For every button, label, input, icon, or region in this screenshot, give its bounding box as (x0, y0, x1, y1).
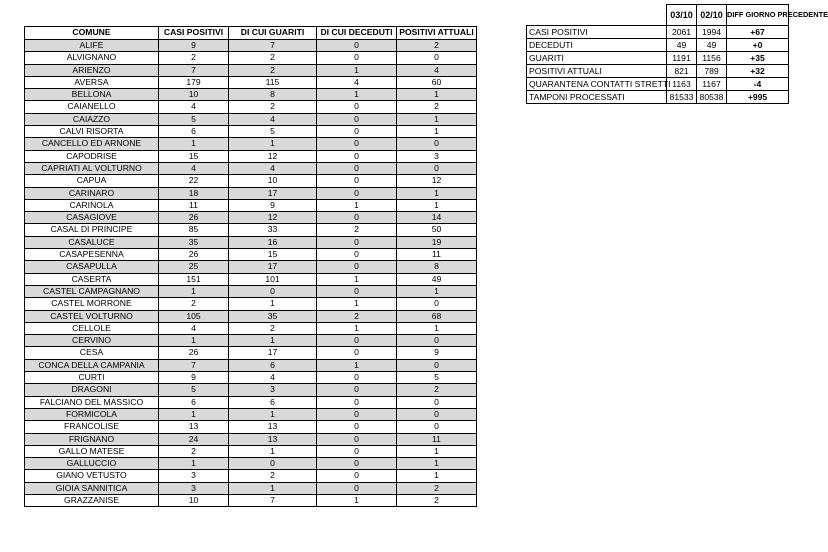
summary-row (527, 26, 789, 39)
summary-cell-label: TAMPONI PROCESSATI (527, 91, 667, 104)
cell-comune: FORMICOLA (25, 408, 159, 420)
cell-positivi-attuali: 0 (397, 52, 477, 64)
cell-casi-positivi: 1 (159, 138, 229, 150)
cell-deceduti: 0 (317, 101, 397, 113)
cell-guariti: 6 (229, 359, 317, 371)
cell-positivi-attuali: 11 (397, 433, 477, 445)
cell-casi-positivi: 6 (159, 396, 229, 408)
table-row (25, 310, 477, 322)
cell-deceduti: 0 (317, 138, 397, 150)
cell-positivi-attuali: 0 (397, 421, 477, 433)
header-casi-positivi: CASI POSITIVI (159, 27, 229, 40)
summary-cell-value-date-1: 1163 (667, 78, 697, 91)
cell-positivi-attuali: 19 (397, 236, 477, 248)
cell-guariti: 4 (229, 162, 317, 174)
cell-casi-positivi: 15 (159, 150, 229, 162)
cell-comune: CASALUCE (25, 236, 159, 248)
cell-deceduti: 0 (317, 126, 397, 138)
cell-deceduti: 0 (317, 162, 397, 174)
cell-comune: ALIFE (25, 40, 159, 52)
cell-comune: BELLONA (25, 89, 159, 101)
table-row (25, 101, 477, 113)
cell-deceduti: 1 (317, 199, 397, 211)
cell-comune: GALLO MATESE (25, 445, 159, 457)
table-row (25, 52, 477, 64)
cell-casi-positivi: 4 (159, 101, 229, 113)
cell-deceduti: 4 (317, 76, 397, 88)
table-row (25, 212, 477, 224)
cell-guariti: 16 (229, 236, 317, 248)
cell-comune: FRANCOLISE (25, 421, 159, 433)
cell-guariti: 8 (229, 89, 317, 101)
cell-deceduti: 0 (317, 249, 397, 261)
cell-guariti: 5 (229, 126, 317, 138)
cell-deceduti: 0 (317, 175, 397, 187)
summary-header-blank (527, 5, 667, 26)
summary-header-date-1: 03/10 (667, 5, 697, 26)
table-row (25, 162, 477, 174)
cell-positivi-attuali: 0 (397, 359, 477, 371)
cell-comune: CELLOLE (25, 322, 159, 334)
summary-cell-value-date-2: 1994 (697, 26, 727, 39)
summary-row (527, 39, 789, 52)
cell-positivi-attuali: 1 (397, 126, 477, 138)
cell-deceduti: 0 (317, 335, 397, 347)
cell-guariti: 17 (229, 187, 317, 199)
cell-guariti: 12 (229, 212, 317, 224)
summary-header-diff: DIFF GIORNO PRECEDENTE (727, 5, 789, 26)
cell-comune: CASERTA (25, 273, 159, 285)
cell-guariti: 12 (229, 150, 317, 162)
cell-casi-positivi: 2 (159, 445, 229, 457)
cell-positivi-attuali: 2 (397, 384, 477, 396)
cell-positivi-attuali: 60 (397, 76, 477, 88)
cell-positivi-attuali: 50 (397, 224, 477, 236)
cell-positivi-attuali: 2 (397, 101, 477, 113)
cell-positivi-attuali: 1 (397, 199, 477, 211)
summary-cell-value-date-2: 80538 (697, 91, 727, 104)
cell-casi-positivi: 26 (159, 212, 229, 224)
cell-deceduti: 0 (317, 458, 397, 470)
cell-casi-positivi: 1 (159, 408, 229, 420)
cell-comune: CAIAZZO (25, 113, 159, 125)
table-row (25, 347, 477, 359)
cell-positivi-attuali: 1 (397, 89, 477, 101)
cell-positivi-attuali: 8 (397, 261, 477, 273)
table-row (25, 396, 477, 408)
cell-casi-positivi: 5 (159, 113, 229, 125)
summary-cell-value-date-2: 1156 (697, 52, 727, 65)
cell-positivi-attuali: 68 (397, 310, 477, 322)
cell-guariti: 115 (229, 76, 317, 88)
cell-deceduti: 0 (317, 433, 397, 445)
cell-casi-positivi: 9 (159, 372, 229, 384)
cell-guariti: 0 (229, 285, 317, 297)
cell-casi-positivi: 6 (159, 126, 229, 138)
cell-comune: CARINOLA (25, 199, 159, 211)
cell-guariti: 2 (229, 470, 317, 482)
cell-deceduti: 0 (317, 384, 397, 396)
cell-guariti: 2 (229, 64, 317, 76)
cell-positivi-attuali: 3 (397, 150, 477, 162)
table-row (25, 150, 477, 162)
cell-casi-positivi: 18 (159, 187, 229, 199)
cell-comune: CASAL DI PRINCIPE (25, 224, 159, 236)
cell-guariti: 4 (229, 113, 317, 125)
table-row (25, 113, 477, 125)
cell-positivi-attuali: 0 (397, 162, 477, 174)
header-deceduti: DI CUI DECEDUTI (317, 27, 397, 40)
cell-guariti: 3 (229, 384, 317, 396)
table-row (25, 359, 477, 371)
cell-deceduti: 0 (317, 40, 397, 52)
cell-deceduti: 0 (317, 421, 397, 433)
cell-guariti: 2 (229, 101, 317, 113)
summary-cell-diff: +32 (727, 65, 789, 78)
cell-deceduti: 0 (317, 187, 397, 199)
summary-cell-value-date-1: 821 (667, 65, 697, 78)
cell-casi-positivi: 10 (159, 89, 229, 101)
cell-comune: DRAGONI (25, 384, 159, 396)
summary-row (527, 52, 789, 65)
cell-deceduti: 1 (317, 64, 397, 76)
cell-casi-positivi: 85 (159, 224, 229, 236)
cell-casi-positivi: 3 (159, 470, 229, 482)
table-row (25, 126, 477, 138)
header-comune: COMUNE (25, 27, 159, 40)
cell-comune: CALVI RISORTA (25, 126, 159, 138)
cell-deceduti: 0 (317, 236, 397, 248)
cell-casi-positivi: 26 (159, 347, 229, 359)
cell-guariti: 33 (229, 224, 317, 236)
cell-casi-positivi: 9 (159, 40, 229, 52)
summary-cell-value-date-1: 2061 (667, 26, 697, 39)
summary-cell-value-date-2: 1167 (697, 78, 727, 91)
summary-cell-label: CASI POSITIVI (527, 26, 667, 39)
summary-cell-diff: +35 (727, 52, 789, 65)
cell-deceduti: 0 (317, 347, 397, 359)
summary-table (526, 4, 828, 104)
table-row (25, 89, 477, 101)
cell-guariti: 13 (229, 421, 317, 433)
cell-deceduti: 0 (317, 285, 397, 297)
cell-comune: CAPUA (25, 175, 159, 187)
cell-casi-positivi: 35 (159, 236, 229, 248)
table-row (25, 494, 477, 506)
cell-deceduti: 1 (317, 322, 397, 334)
cell-comune: GALLUCCIO (25, 458, 159, 470)
table-row (25, 433, 477, 445)
cell-guariti: 35 (229, 310, 317, 322)
cell-guariti: 17 (229, 347, 317, 359)
cell-positivi-attuali: 1 (397, 470, 477, 482)
cell-casi-positivi: 25 (159, 261, 229, 273)
cell-guariti: 2 (229, 52, 317, 64)
cell-deceduti: 1 (317, 494, 397, 506)
cell-guariti: 101 (229, 273, 317, 285)
cell-casi-positivi: 3 (159, 482, 229, 494)
cell-casi-positivi: 5 (159, 384, 229, 396)
cell-deceduti: 0 (317, 470, 397, 482)
comuni-table (24, 26, 477, 507)
summary-cell-diff: -4 (727, 78, 789, 91)
cell-comune: CARINARO (25, 187, 159, 199)
cell-positivi-attuali: 49 (397, 273, 477, 285)
summary-cell-diff: +0 (727, 39, 789, 52)
cell-comune: CURTI (25, 372, 159, 384)
summary-cell-label: POSITIVI ATTUALI (527, 65, 667, 78)
table-row (25, 298, 477, 310)
table-row (25, 224, 477, 236)
cell-comune: CASAPULLA (25, 261, 159, 273)
cell-positivi-attuali: 1 (397, 187, 477, 199)
cell-guariti: 15 (229, 249, 317, 261)
cell-positivi-attuali: 2 (397, 40, 477, 52)
table-row (25, 199, 477, 211)
cell-casi-positivi: 7 (159, 64, 229, 76)
cell-deceduti: 0 (317, 261, 397, 273)
cell-positivi-attuali: 4 (397, 64, 477, 76)
summary-header-row (527, 5, 789, 26)
cell-positivi-attuali: 12 (397, 175, 477, 187)
summary-cell-value-date-1: 49 (667, 39, 697, 52)
table-row (25, 236, 477, 248)
cell-casi-positivi: 1 (159, 458, 229, 470)
cell-comune: CAIANELLO (25, 101, 159, 113)
cell-casi-positivi: 11 (159, 199, 229, 211)
cell-comune: CASAGIOVE (25, 212, 159, 224)
cell-guariti: 1 (229, 138, 317, 150)
cell-comune: CESA (25, 347, 159, 359)
cell-positivi-attuali: 9 (397, 347, 477, 359)
summary-row (527, 91, 789, 104)
table-row (25, 76, 477, 88)
cell-deceduti: 2 (317, 224, 397, 236)
summary-cell-label: GUARITI (527, 52, 667, 65)
table-row (25, 175, 477, 187)
cell-comune: AVERSA (25, 76, 159, 88)
cell-comune: CONCA DELLA CAMPANIA (25, 359, 159, 371)
cell-deceduti: 0 (317, 372, 397, 384)
table-row (25, 249, 477, 261)
table-row (25, 40, 477, 52)
cell-positivi-attuali: 0 (397, 408, 477, 420)
summary-row (527, 78, 789, 91)
cell-casi-positivi: 24 (159, 433, 229, 445)
summary-cell-diff: +67 (727, 26, 789, 39)
cell-guariti: 6 (229, 396, 317, 408)
cell-positivi-attuali: 0 (397, 396, 477, 408)
cell-guariti: 17 (229, 261, 317, 273)
cell-positivi-attuali: 0 (397, 138, 477, 150)
cell-comune: CERVINO (25, 335, 159, 347)
cell-comune: CASTEL VOLTURNO (25, 310, 159, 322)
cell-guariti: 10 (229, 175, 317, 187)
cell-casi-positivi: 10 (159, 494, 229, 506)
cell-casi-positivi: 22 (159, 175, 229, 187)
table-row (25, 470, 477, 482)
cell-comune: GIANO VETUSTO (25, 470, 159, 482)
table-row (25, 64, 477, 76)
cell-deceduti: 1 (317, 298, 397, 310)
cell-deceduti: 0 (317, 396, 397, 408)
cell-comune: CASTEL MORRONE (25, 298, 159, 310)
cell-comune: FALCIANO DEL MASSICO (25, 396, 159, 408)
cell-deceduti: 0 (317, 212, 397, 224)
cell-positivi-attuali: 2 (397, 494, 477, 506)
cell-guariti: 7 (229, 40, 317, 52)
cell-casi-positivi: 4 (159, 322, 229, 334)
cell-deceduti: 1 (317, 359, 397, 371)
cell-comune: FRIGNANO (25, 433, 159, 445)
cell-casi-positivi: 26 (159, 249, 229, 261)
table-row (25, 408, 477, 420)
cell-deceduti: 2 (317, 310, 397, 322)
cell-comune: CAPODRISE (25, 150, 159, 162)
header-positivi-attuali: POSITIVI ATTUALI (397, 27, 477, 40)
cell-guariti: 1 (229, 408, 317, 420)
cell-guariti: 1 (229, 298, 317, 310)
cell-comune: GIOIA SANNITICA (25, 482, 159, 494)
table-row (25, 273, 477, 285)
table-row (25, 372, 477, 384)
cell-deceduti: 0 (317, 445, 397, 457)
header-guariti: DI CUI GUARITI (229, 27, 317, 40)
table-row (25, 322, 477, 334)
table-row (25, 445, 477, 457)
cell-casi-positivi: 4 (159, 162, 229, 174)
summary-cell-label: DECEDUTI (527, 39, 667, 52)
table-row (25, 482, 477, 494)
cell-positivi-attuali: 14 (397, 212, 477, 224)
cell-deceduti: 0 (317, 482, 397, 494)
cell-casi-positivi: 13 (159, 421, 229, 433)
cell-positivi-attuali: 1 (397, 458, 477, 470)
summary-cell-value-date-1: 1191 (667, 52, 697, 65)
table-header-row (25, 27, 477, 40)
cell-guariti: 7 (229, 494, 317, 506)
cell-guariti: 0 (229, 458, 317, 470)
cell-positivi-attuali: 0 (397, 298, 477, 310)
cell-casi-positivi: 2 (159, 52, 229, 64)
cell-comune: CASTEL CAMPAGNANO (25, 285, 159, 297)
cell-positivi-attuali: 0 (397, 335, 477, 347)
cell-comune: GRAZZANISE (25, 494, 159, 506)
cell-guariti: 4 (229, 372, 317, 384)
summary-cell-value-date-1: 81533 (667, 91, 697, 104)
summary-cell-label: QUARANTENA CONTATTI STRETTI (527, 78, 667, 91)
table-row (25, 138, 477, 150)
summary-cell-value-date-2: 789 (697, 65, 727, 78)
cell-deceduti: 0 (317, 150, 397, 162)
table-row (25, 458, 477, 470)
table-row (25, 187, 477, 199)
cell-guariti: 9 (229, 199, 317, 211)
cell-positivi-attuali: 1 (397, 445, 477, 457)
cell-casi-positivi: 105 (159, 310, 229, 322)
table-row (25, 285, 477, 297)
cell-comune: ALVIGNANO (25, 52, 159, 64)
cell-positivi-attuali: 1 (397, 322, 477, 334)
cell-comune: CAPRIATI AL VOLTURNO (25, 162, 159, 174)
cell-guariti: 1 (229, 335, 317, 347)
summary-header-date-2: 02/10 (697, 5, 727, 26)
table-row (25, 384, 477, 396)
cell-casi-positivi: 179 (159, 76, 229, 88)
cell-comune: CASAPESENNA (25, 249, 159, 261)
cell-positivi-attuali: 2 (397, 482, 477, 494)
cell-guariti: 2 (229, 322, 317, 334)
cell-comune: ARIENZO (25, 64, 159, 76)
cell-positivi-attuali: 5 (397, 372, 477, 384)
cell-guariti: 1 (229, 482, 317, 494)
cell-casi-positivi: 1 (159, 285, 229, 297)
summary-cell-value-date-2: 49 (697, 39, 727, 52)
cell-casi-positivi: 2 (159, 298, 229, 310)
cell-deceduti: 0 (317, 52, 397, 64)
cell-comune: CANCELLO ED ARNONE (25, 138, 159, 150)
cell-positivi-attuali: 1 (397, 285, 477, 297)
cell-deceduti: 0 (317, 408, 397, 420)
table-row (25, 261, 477, 273)
summary-row (527, 65, 789, 78)
cell-deceduti: 0 (317, 113, 397, 125)
cell-positivi-attuali: 1 (397, 113, 477, 125)
cell-positivi-attuali: 11 (397, 249, 477, 261)
table-row (25, 335, 477, 347)
cell-casi-positivi: 1 (159, 335, 229, 347)
cell-deceduti: 1 (317, 273, 397, 285)
cell-guariti: 13 (229, 433, 317, 445)
cell-guariti: 1 (229, 445, 317, 457)
cell-casi-positivi: 151 (159, 273, 229, 285)
table-row (25, 421, 477, 433)
cell-casi-positivi: 7 (159, 359, 229, 371)
summary-cell-diff: +995 (727, 91, 789, 104)
cell-deceduti: 1 (317, 89, 397, 101)
